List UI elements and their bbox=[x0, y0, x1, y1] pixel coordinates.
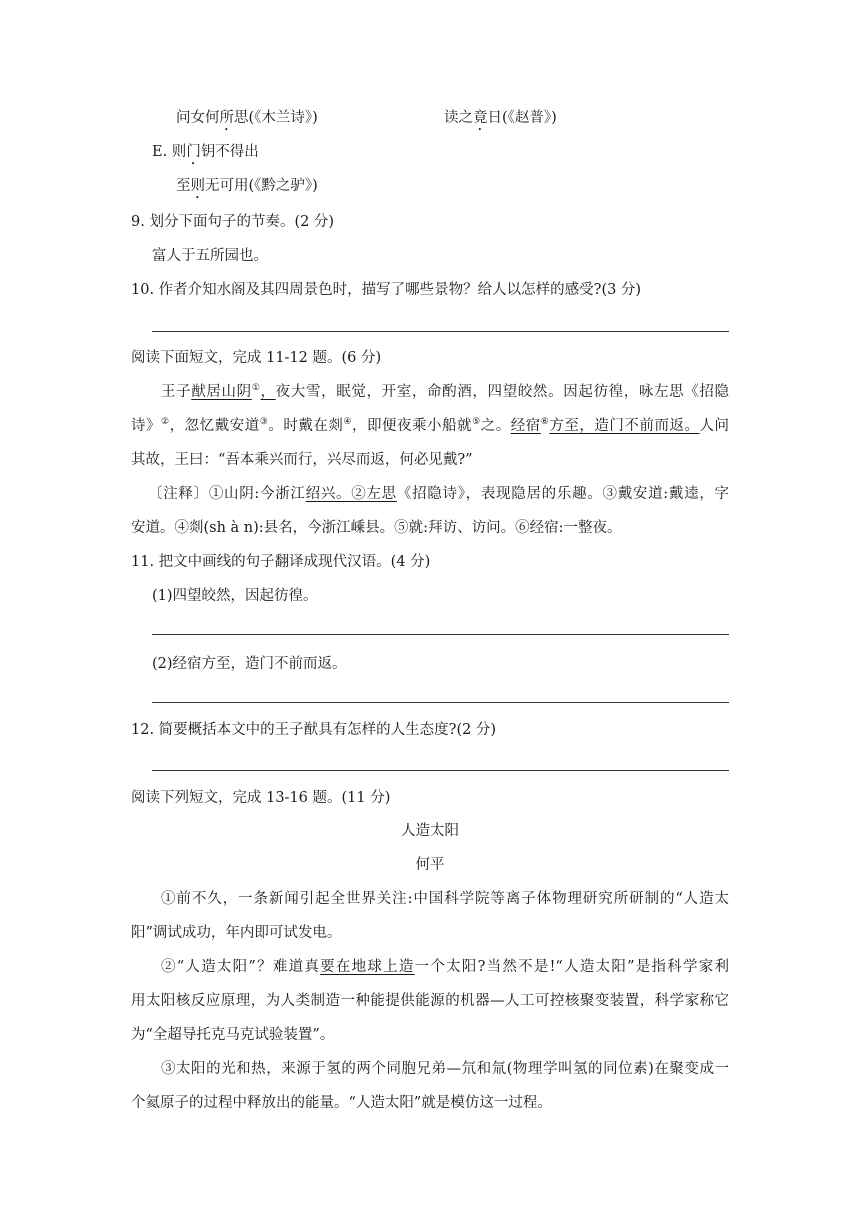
q11-answer-line-1[interactable] bbox=[152, 634, 729, 635]
q11-question: 11. 把文中画线的句子翻译成现代汉语。(4 分) bbox=[131, 554, 431, 570]
passage2-intro: 阅读下列短文，完成 13-16 题。(11 分) bbox=[131, 790, 391, 806]
passage2-p2-line-1: ②“人造太阳”？难道真要在地球上造一个太阳?当然不是!“人造太阳”是指科学家利 bbox=[161, 959, 729, 975]
passage2-p2-line-2: 用太阳核反应原理，为人类制造一种能提供能源的机器—人工可控核聚变装置，科学家称它 bbox=[131, 993, 729, 1009]
passage2-p2-line-3: 为“全超导托克马克试验装置”。 bbox=[131, 1027, 335, 1043]
q9-sentence: 富人于五所园也。 bbox=[152, 248, 268, 264]
passage1-line-2: 诗》②，忽忆戴安道③。时戴在剡④，即便夜乘小船就⑤之。经宿⑥方至，造门不前而返。人问 bbox=[131, 417, 730, 434]
passage2-p1-line-2: 阳”调试成功，年内即可试发电。 bbox=[131, 925, 342, 941]
passage2-p3-line-1: ③太阳的光和热，来源于氢的两个同胞兄弟—氘和氚(物理学叫氢的同位素)在聚变成一 bbox=[161, 1061, 729, 1077]
q11-sentence-2: (2)经宿方至，造门不前而返。 bbox=[152, 656, 347, 672]
passage2-p1-line-1: ①前不久，一条新闻引起全世界关注:中国科学院等离子体物理研究所研制的“人造太 bbox=[161, 891, 729, 907]
q8-line-qianzhilv: 至则无可用(《黔之驴》) bbox=[176, 178, 318, 194]
q8-line-zhaopu: 读之竟日(《赵普》) bbox=[444, 110, 557, 126]
q11-answer-line-2[interactable] bbox=[152, 702, 729, 703]
passage1-notes-2: 安道。④剡(sh à n):县名，今浙江嵊县。⑤就:拜访、访问。⑥经宿:一整夜。 bbox=[131, 520, 622, 536]
q8-line-mulan: 问女何所思(《木兰诗》) bbox=[176, 110, 318, 126]
passage1-intro: 阅读下面短文，完成 11-12 题。(6 分) bbox=[131, 350, 382, 366]
passage2-p3-line-2: 个氦原子的过程中释放出的能量。“人造太阳”就是模仿这一过程。 bbox=[131, 1095, 552, 1111]
q9-question: 9. 划分下面句子的节奏。(2 分) bbox=[131, 214, 335, 230]
passage2-title: 人造太阳 bbox=[401, 823, 459, 839]
q10-question: 10. 作者介知水阁及其四周景色时，描写了哪些景物？给人以怎样的感受?(3 分) bbox=[131, 282, 642, 298]
q11-sentence-1: (1)四望皎然，因起彷徨。 bbox=[152, 588, 318, 604]
passage2-author: 何平 bbox=[415, 857, 445, 873]
q12-question: 12. 简要概括本文中的王子猷具有怎样的人生态度?(2 分) bbox=[131, 722, 497, 738]
passage1-notes-1: 〔注释〕①山阴:今浙江绍兴。②左思《招隐诗》，表现隐居的乐趣。③戴安道:戴逵，字 bbox=[148, 486, 730, 502]
q10-answer-line[interactable] bbox=[152, 331, 729, 332]
q8-option-e: E. 则门钥不得出 bbox=[152, 144, 259, 160]
q12-answer-line[interactable] bbox=[152, 770, 729, 771]
passage1-line-1: 王子猷居山阴①，夜大雪，眠觉，开室，命酌酒，四望皎然。因起彷徨，咏左思《招隐 bbox=[161, 383, 730, 400]
passage1-line-3: 其故，王曰：“吾本乘兴而行，兴尽而返，何必见戴?” bbox=[131, 452, 473, 468]
